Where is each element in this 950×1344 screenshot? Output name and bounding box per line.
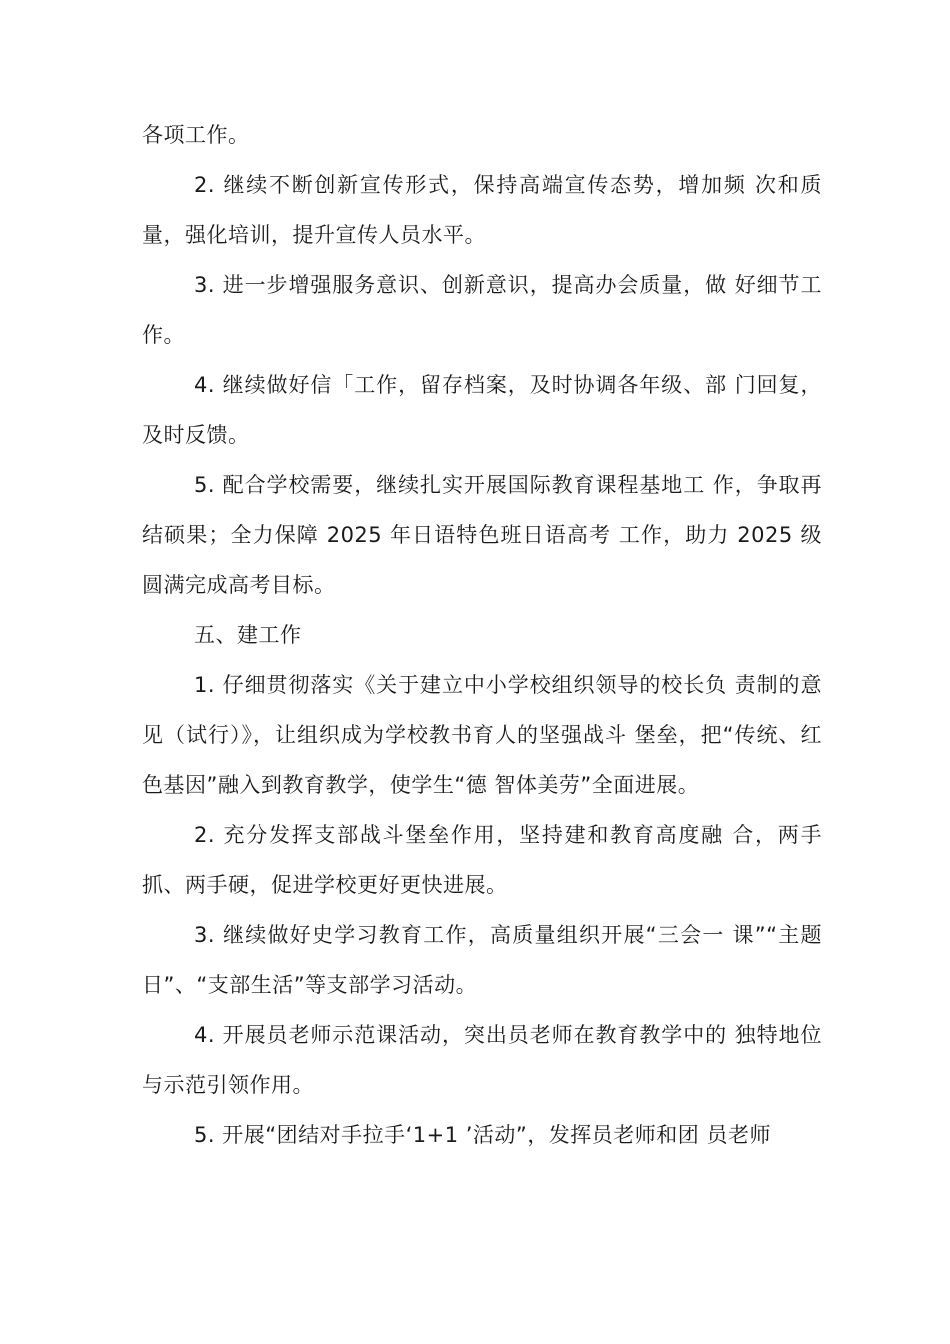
paragraph-item-3-study: 3. 继续做好史学习教育工作，高质量组织开展“三会一 课”“主题日”、“支部生活”等支部学习活动。 [142,923,822,997]
paragraph-item-2-publicity: 2. 继续不断创新宣传形式，保持高端宣传态势，增加频 次和质量，强化培训，提升宣传人员水平。 [142,173,822,247]
paragraph-item-3-service: 3. 进一步增强服务意识、创新意识，提高办会质量，做 好细节工作。 [142,273,822,347]
paragraph-item-1-implement: 1. 仔细贯彻落实《关于建立中小学校组织领导的校长负 责制的意见（试行）》，让组织成为学校教书育人的坚强战斗 堡垒，把“传统、红色基因”融入到教育教学，使学生“德 智体美劳”全面进展。 [142,673,822,797]
section-heading-five: 五、建工作 [194,623,302,647]
paragraph-item-2-branch: 2. 充分发挥支部战斗堡垒作用，坚持建和教育高度融 合，两手抓、两手硬，促进学校更好更快进展。 [142,823,822,897]
paragraph-item-4-letters: 4. 继续做好信「工作，留存档案，及时协调各年级、部 门回复，及时反馈。 [142,373,822,447]
paragraph-item-5-international: 5. 配合学校需要，继续扎实开展国际教育课程基地工 作，争取再结硕果；全力保障 2025 年日语特色班日语高考 工作，助力 2025 级圆满完成高考目标。 [142,473,822,597]
paragraph-item-4-demo-class: 4. 开展员老师示范课活动，突出员老师在教育教学中的 独特地位与示范引领作用。 [142,1023,822,1097]
paragraph-item-5-unity: 5. 开展“团结对手拉手‘1+1 ’活动”，发挥员老师和团 员老师 [194,1123,771,1147]
paragraph-continuation: 各项工作。 [142,123,250,147]
document-body [142,110,822,1160]
